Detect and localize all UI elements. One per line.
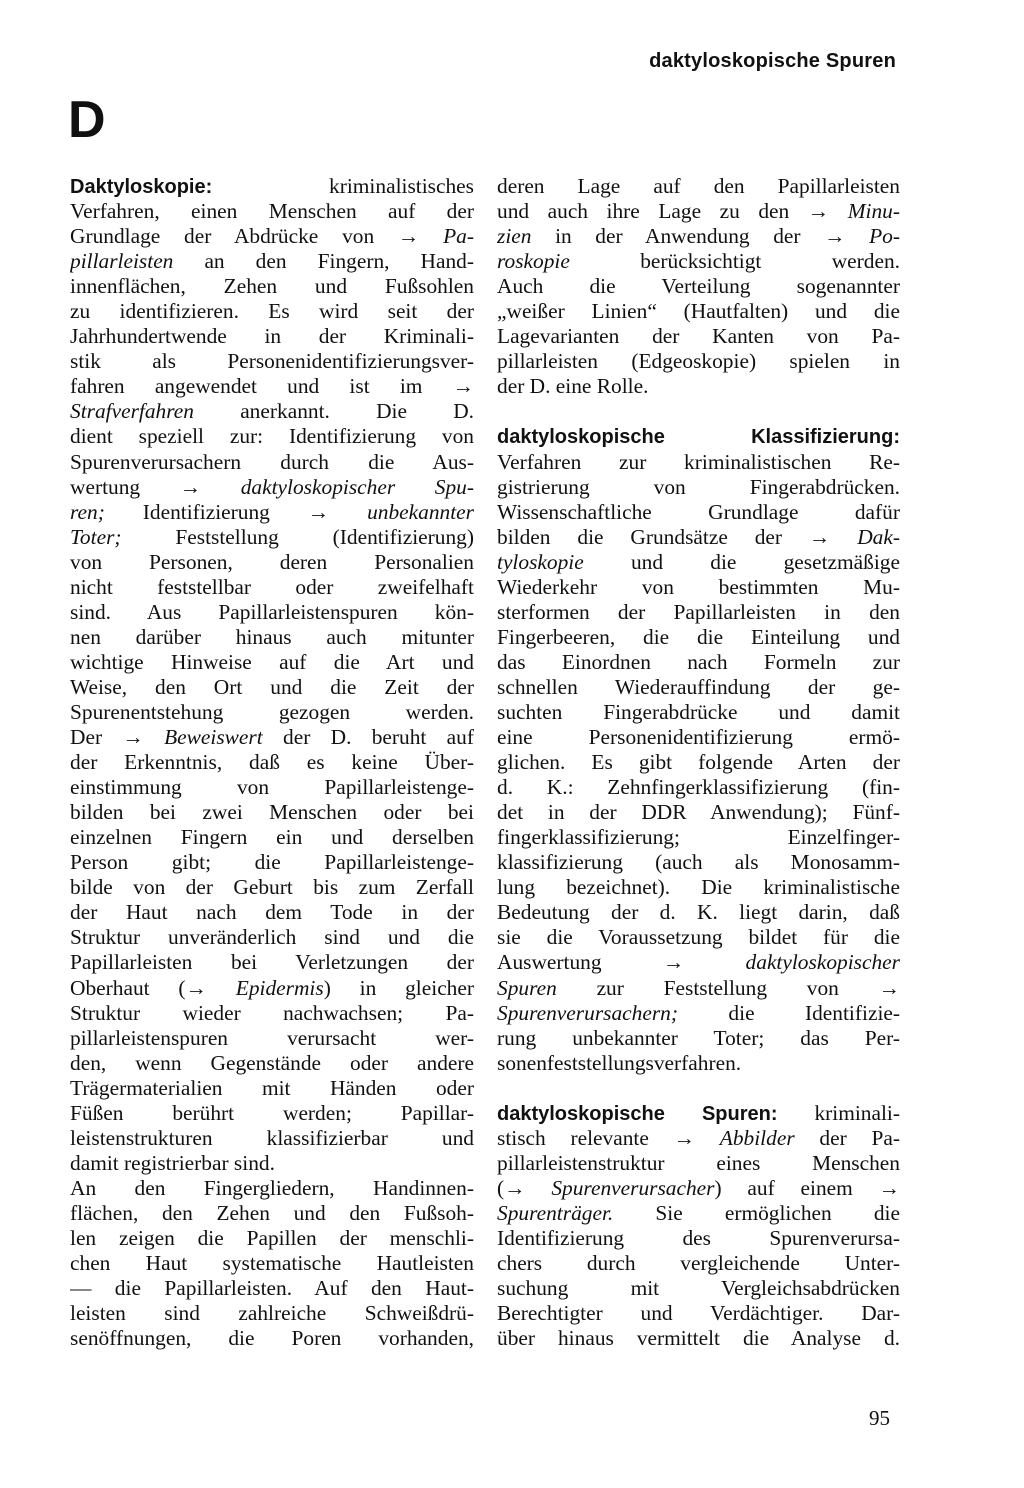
body-text: klassifizierung (auch als Monosamm-	[497, 850, 900, 875]
text-line	[497, 600, 900, 625]
body-text: Auswertung →	[497, 950, 746, 975]
cross-reference: Abbilder	[719, 1125, 795, 1150]
body-text: Verfahren, einen Menschen auf der	[70, 199, 474, 224]
text-line	[497, 475, 900, 500]
body-text: bilde von der Geburt bis zum Zerfall	[70, 875, 474, 900]
entry-separator	[497, 1076, 900, 1101]
cross-reference: zien	[497, 224, 532, 249]
text-line	[70, 324, 474, 349]
body-text: (→	[497, 1175, 552, 1200]
body-text: nicht feststellbar oder zweifelhaft	[70, 574, 474, 599]
text-line	[497, 199, 900, 224]
text-line	[497, 800, 900, 825]
body-text: berücksichtigt werden.	[569, 249, 900, 274]
text-line	[70, 825, 474, 850]
text-line	[70, 424, 474, 449]
body-text: stik als Personenidentifizierungsver-	[70, 349, 474, 374]
text-line	[70, 950, 474, 975]
text-line	[497, 925, 900, 950]
cross-reference: daktyloskopischer Spu-	[240, 474, 474, 499]
text-line	[497, 500, 900, 525]
text-line	[497, 324, 900, 349]
body-text: Sie ermöglichen die	[613, 1200, 900, 1225]
body-text: chers durch vergleichende Unter-	[497, 1251, 900, 1276]
body-text: leisten sind zahlreiche Schweißdrü-	[70, 1301, 474, 1326]
text-line	[497, 950, 900, 975]
body-text: Lagevarianten der Kanten von Pa-	[497, 324, 900, 349]
text-line	[497, 976, 900, 1001]
text-line	[70, 900, 474, 925]
body-text: len zeigen die Papillen der menschli-	[70, 1225, 474, 1250]
text-line	[70, 1076, 474, 1101]
body-text: damit registrierbar sind.	[70, 1150, 275, 1175]
text-line	[497, 1026, 900, 1051]
text-line	[70, 675, 474, 700]
body-text: sterformen der Papillarleisten in den	[497, 599, 900, 624]
cross-reference: Minu-	[847, 199, 900, 224]
body-text: einzelnen Fingern ein und derselben	[70, 825, 474, 850]
body-text: gistrierung von Fingerabdrücken.	[497, 474, 900, 499]
cross-reference: pillarleisten	[70, 249, 174, 274]
body-text: Grundlage der Abdrücke von →	[70, 224, 444, 249]
text-line	[70, 800, 474, 825]
text-line	[497, 1251, 900, 1276]
body-text: leistenstrukturen klassifizierbar und	[70, 1125, 474, 1150]
text-line	[70, 1326, 474, 1351]
right-column	[497, 174, 900, 1351]
text-line	[497, 750, 900, 775]
body-text: An den Fingergliedern, Handinnen-	[70, 1175, 474, 1200]
text-line	[497, 1226, 900, 1251]
body-text: glichen. Es gibt folgende Arten der	[497, 750, 900, 775]
body-text: fahren angewendet und ist im →	[70, 374, 474, 399]
text-line	[497, 700, 900, 725]
body-text: d. K.: Zehnfingerklassifizierung (fin-	[497, 775, 900, 800]
body-text: sie die Voraussetzung bildet für die	[497, 925, 900, 950]
text-line	[497, 1101, 900, 1126]
body-text: pillarleistenspuren verursacht wer-	[70, 1025, 474, 1050]
entry-separator	[497, 399, 900, 424]
text-line	[70, 1001, 474, 1026]
text-line	[70, 1201, 474, 1226]
text-line	[497, 575, 900, 600]
body-text: der Erkenntnis, daß es keine Über-	[70, 750, 474, 775]
body-text: Spurenverursachern durch die Aus-	[70, 449, 474, 474]
cross-reference: Strafverfahren	[70, 399, 194, 424]
text-line	[70, 750, 474, 775]
body-text: Identifizierung →	[104, 499, 368, 524]
text-line	[497, 299, 900, 324]
text-line	[70, 374, 474, 399]
page-number: 95	[869, 1406, 890, 1430]
text-line	[70, 399, 474, 424]
text-line	[70, 700, 474, 725]
body-text: wertung →	[70, 474, 241, 499]
body-text: kriminalistisches	[212, 174, 474, 198]
text-line	[70, 1276, 474, 1301]
text-line	[70, 625, 474, 650]
text-line	[70, 1151, 474, 1176]
text-line	[497, 1151, 900, 1176]
text-line	[497, 1326, 900, 1351]
text-line	[70, 1176, 474, 1201]
body-text: pillarleistenstruktur eines Menschen	[497, 1150, 900, 1175]
text-line	[70, 299, 474, 324]
cross-reference: tyloskopie	[497, 549, 584, 574]
text-line	[497, 875, 900, 900]
body-text: wichtige Hinweise auf die Art und	[70, 649, 474, 674]
cross-reference: daktyloskopischer	[745, 950, 900, 975]
body-text: schnellen Wiederauffindung der ge-	[497, 674, 900, 699]
body-text: der Pa-	[794, 1125, 900, 1150]
body-text: Identifizierung des Spurenverursa-	[497, 1225, 900, 1250]
text-line	[497, 675, 900, 700]
text-line	[497, 725, 900, 750]
body-text: rung unbekannter Toter; das Per-	[497, 1025, 900, 1050]
cross-reference: Toter;	[70, 524, 122, 549]
text-line	[70, 1301, 474, 1326]
body-text: Papillarleisten bei Verletzungen der	[70, 950, 474, 975]
body-text: sonenfeststellungsverfahren.	[497, 1050, 742, 1075]
text-line	[70, 600, 474, 625]
text-line	[70, 1226, 474, 1251]
text-line	[497, 1126, 900, 1151]
body-text: sind. Aus Papillarleistenspuren kön-	[70, 599, 474, 624]
text-line	[497, 374, 900, 399]
text-line	[70, 1126, 474, 1151]
text-line	[497, 1051, 900, 1076]
text-line	[70, 1026, 474, 1051]
body-text: Verfahren zur kriminalistischen Re-	[497, 449, 900, 474]
text-line	[497, 349, 900, 374]
body-text: in der Anwendung der →	[531, 224, 870, 249]
body-text: und auch ihre Lage zu den →	[497, 199, 848, 224]
body-text: über hinaus vermittelt die Analyse d.	[497, 1326, 900, 1351]
text-line	[70, 475, 474, 500]
body-text: ) auf einem →	[714, 1175, 900, 1200]
text-line	[497, 1001, 900, 1026]
body-text: Spurenentstehung gezogen werden.	[70, 699, 474, 724]
text-line	[70, 349, 474, 374]
body-text: fingerklassifizierung; Einzelfinger-	[497, 825, 900, 850]
text-line	[497, 224, 900, 249]
body-text: pillarleisten (Edgeoskopie) spielen in	[497, 349, 900, 374]
text-line	[70, 775, 474, 800]
body-text: Fingerbeeren, die die Einteilung und	[497, 624, 900, 649]
body-text: Berechtigter und Verdächtiger. Dar-	[497, 1301, 900, 1326]
text-line	[70, 1051, 474, 1076]
text-line	[497, 174, 900, 199]
section-letter: D	[68, 91, 106, 149]
body-text: eine Personenidentifizierung ermö-	[497, 725, 900, 750]
body-text: Wiederkehr von bestimmten Mu-	[497, 574, 900, 599]
text-line	[70, 650, 474, 675]
body-text: ) in gleicher	[323, 975, 474, 1000]
body-text: der D. eine Rolle.	[497, 374, 649, 399]
body-text: und die gesetzmäßige	[583, 549, 900, 574]
body-text: zu identifizieren. Es wird seit der	[70, 299, 474, 324]
text-line	[70, 850, 474, 875]
body-text: det in der DDR Anwendung); Fünf-	[497, 800, 900, 825]
body-text: einstimmung von Papillarleistenge-	[70, 775, 474, 800]
body-text: deren Lage auf den Papillarleisten	[497, 174, 900, 198]
body-text: der D. beruht auf	[262, 725, 474, 750]
body-text: stisch relevante →	[497, 1125, 720, 1150]
text-line	[497, 1276, 900, 1301]
text-line	[70, 525, 474, 550]
body-text: Weise, den Ort und die Zeit der	[70, 674, 474, 699]
cross-reference: Spurenverursacher	[551, 1175, 715, 1200]
body-text: Feststellung (Identifizierung)	[121, 524, 474, 549]
text-line	[497, 424, 900, 449]
body-text: der Haut nach dem Tode in der	[70, 900, 474, 925]
text-line	[70, 875, 474, 900]
body-text: lung bezeichnet). Die kriminalistische	[497, 875, 900, 900]
body-text: Struktur unveränderlich sind und die	[70, 925, 474, 950]
body-text: die Identifizie-	[678, 1000, 900, 1025]
body-text: dient speziell zur: Identifizierung von	[70, 424, 474, 449]
text-line	[497, 1201, 900, 1226]
cross-reference: Po-	[869, 224, 900, 249]
text-line	[70, 274, 474, 299]
text-line	[70, 249, 474, 274]
text-line	[70, 1251, 474, 1276]
cross-reference: Epidermis	[235, 975, 324, 1000]
text-line	[497, 625, 900, 650]
body-text: bilden die Grundsätze der →	[497, 524, 858, 549]
body-text: chen Haut systematische Hautleisten	[70, 1251, 474, 1276]
text-line	[70, 199, 474, 224]
text-line	[497, 850, 900, 875]
body-text: nen darüber hinaus auch mitunter	[70, 624, 474, 649]
body-text: innenflächen, Zehen und Fußsohlen	[70, 274, 474, 299]
text-line	[70, 575, 474, 600]
body-text: Jahrhundertwende in der Kriminali-	[70, 324, 474, 349]
body-text: kriminali-	[777, 1100, 900, 1125]
cross-reference: Spuren	[497, 975, 557, 1000]
entry-term: Daktyloskopie:	[70, 176, 213, 198]
body-text: Der →	[70, 725, 165, 750]
cross-reference: Dak-	[857, 524, 900, 549]
text-line	[497, 550, 900, 575]
body-text: bilden bei zwei Menschen oder bei	[70, 800, 474, 825]
cross-reference: roskopie	[497, 249, 570, 274]
body-text: Struktur wieder nachwachsen; Pa-	[70, 1000, 474, 1025]
cross-reference: Spurenträger.	[497, 1200, 614, 1225]
text-line	[70, 224, 474, 249]
text-line	[70, 174, 474, 199]
body-text: das Einordnen nach Formeln zur	[497, 649, 900, 674]
text-line	[70, 1101, 474, 1126]
body-text: „weißer Linien“ (Hautfalten) und die	[497, 299, 900, 324]
cross-reference: ren;	[70, 499, 105, 524]
text-line	[497, 1176, 900, 1201]
body-text: an den Fingern, Hand-	[173, 249, 474, 274]
body-text: — die Papillarleisten. Auf den Haut-	[70, 1276, 474, 1301]
body-text: anerkannt. Die D.	[193, 399, 474, 424]
cross-reference: unbekannter	[367, 499, 474, 524]
body-text: flächen, den Zehen und den Fußsoh-	[70, 1200, 474, 1225]
left-column	[70, 174, 474, 1351]
text-line	[497, 775, 900, 800]
body-text: Auch die Verteilung sogenannter	[497, 274, 900, 299]
text-line	[70, 976, 474, 1001]
body-text: von Personen, deren Personalien	[70, 549, 474, 574]
text-line	[497, 525, 900, 550]
body-text: den, wenn Gegenstände oder andere	[70, 1050, 474, 1075]
text-line	[70, 725, 474, 750]
cross-reference: Pa-	[443, 224, 474, 249]
body-text: suchten Fingerabdrücke und damit	[497, 699, 900, 724]
body-text: senöffnungen, die Poren vorhanden,	[70, 1326, 474, 1351]
body-text: Füßen berührt werden; Papillar-	[70, 1100, 474, 1125]
body-text: zur Feststellung von →	[556, 975, 900, 1000]
text-line	[70, 550, 474, 575]
text-line	[497, 1301, 900, 1326]
text-line	[497, 650, 900, 675]
text-line	[70, 500, 474, 525]
body-text: Bedeutung der d. K. liegt darin, daß	[497, 900, 900, 925]
body-text: Trägermaterialien mit Händen oder	[70, 1075, 474, 1100]
text-line	[70, 450, 474, 475]
running-head: daktyloskopische Spuren	[649, 50, 896, 72]
entry-term: daktyloskopische Klassifizierung:	[497, 426, 900, 449]
body-text: Oberhaut (→	[70, 975, 236, 1000]
body-text: Person gibt; die Papillarleistenge-	[70, 850, 474, 875]
entry-term: daktyloskopische Spuren:	[497, 1102, 778, 1125]
body-text: Wissenschaftliche Grundlage dafür	[497, 499, 900, 524]
text-line	[497, 274, 900, 299]
cross-reference: Spurenverursachern;	[497, 1000, 678, 1025]
text-line	[497, 825, 900, 850]
text-line	[497, 900, 900, 925]
cross-reference: Beweiswert	[164, 725, 263, 750]
text-line	[497, 249, 900, 274]
text-line	[497, 450, 900, 475]
text-line	[70, 925, 474, 950]
body-text: suchung mit Vergleichsabdrücken	[497, 1276, 900, 1301]
